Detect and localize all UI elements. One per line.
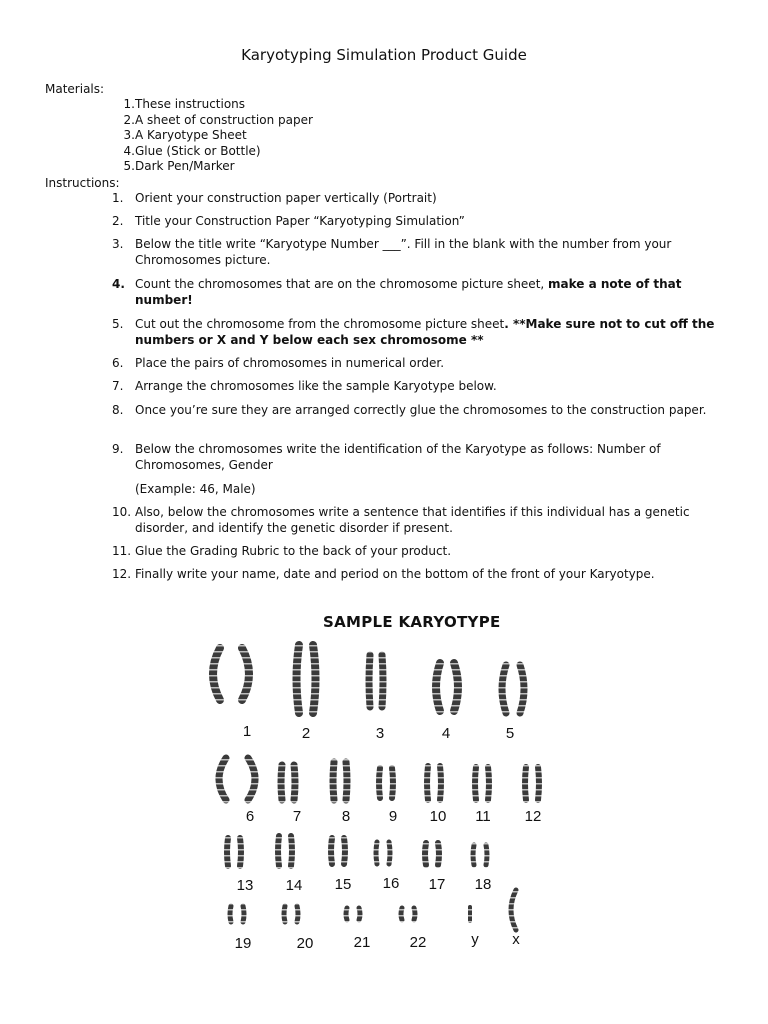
item-text: A sheet of construction paper [135,112,313,127]
chromosome-number-label: 14 [285,877,303,894]
chromosome [331,838,332,864]
chromosome-number-label: 16 [382,875,400,892]
item-text: Also, below the chromosomes write a sentence that identifies if this individual has a genetic disorder, and identify the genetic disorder if present. [135,505,690,535]
item-text: Place the pairs of chromosomes in numerical order. [135,356,445,370]
item-text: Dark Pen/Marker [135,159,235,174]
item-number: 11. [112,544,132,558]
chromosome [294,765,295,800]
chromosome [227,838,228,866]
chromosome-pair [333,762,347,800]
chromosome-number-label: 4 [441,725,451,742]
item-number: 7. [112,379,124,393]
chromosome-number-label: 2 [301,725,311,742]
item-text-emphasis: . **Make sure not to cut off the numbers or X and Y below each sex chromosome ** [135,317,715,347]
chromosome-number-label: 10 [429,808,447,825]
chromosome [440,766,441,800]
item-number: 12. [112,567,132,581]
chromosome-pair [525,767,539,800]
chromosome-number-label: 3 [375,725,385,742]
chromosome [488,767,489,800]
item-number: 2. [112,214,124,228]
chromosome [502,665,506,713]
chromosome-pair [427,766,441,800]
chromosome-number-label: 20 [296,935,314,952]
chromosome [344,838,345,864]
item-text: Below the chromosomes write the identification of the Karyotype as follows: Number of Chromosomes, Gender [135,442,661,472]
item-text: These instructions [135,97,246,111]
chromosome [392,768,393,798]
chromosome [346,762,347,800]
chromosome-number-label: 13 [236,877,254,894]
chromosome-pair [230,906,244,922]
chromosome [376,842,377,864]
item-number: 10. [112,505,132,519]
chromosome-pair [376,842,390,864]
chromosome-pair [278,836,292,866]
item-number: 1. [112,191,124,205]
chromosome [291,836,292,866]
item-number: 4. [123,143,135,158]
chromosome-pair [379,768,393,798]
chromosome [427,766,428,800]
chromosome-pair [331,838,345,864]
chromosome [414,908,415,920]
chromosome-number-label: 7 [292,808,302,825]
example-text: (Example: 46, Male) [135,482,256,496]
chromosome-pair [401,908,415,920]
item-number: 1. [123,97,135,111]
chromosome [313,645,316,713]
chromosome [379,768,380,798]
chromosome [359,908,360,920]
chromosome-number-label: 12 [524,808,542,825]
chromosome [382,655,383,707]
item-text: Glue the Grading Rubric to the back of your product. [135,544,452,558]
chromosome-pair [213,648,249,700]
chromosome [278,836,279,866]
chromosome-number-label: 8 [341,808,351,825]
chromosome-number-label: 1 [242,723,252,740]
chromosome [389,842,390,864]
chromosome-number-label: 9 [388,808,398,825]
item-text: Count the chromosomes that are on the chromosome picture sheet, [135,277,549,291]
chromosome-pair [219,758,255,800]
item-number: 4. [112,277,125,291]
item-text: Finally write your name, date and period on the bottom of the front of your Karyotype. [135,567,655,581]
item-number: 6. [112,356,124,370]
chromosome [525,767,526,800]
chromosome [219,758,226,800]
chromosome [401,908,402,920]
chromosome [520,665,524,713]
chromosome [511,890,516,930]
chromosome-pair [281,765,295,800]
materials-heading: Materials: [45,82,105,96]
chromosome [425,843,426,865]
chromosome-number-label: 21 [353,934,371,951]
item-text: Title your Construction Paper “Karyotyping Simulation” [135,214,465,228]
chromosome [297,645,300,713]
item-text: Once you’re sure they are arranged correctly glue the chromosomes to the construction paper. [135,403,707,417]
chromosome [436,663,440,711]
chromosome [281,765,282,800]
chromosome-pair [475,767,489,800]
chromosome-pair [436,663,458,711]
chromosome-number-label: 17 [428,876,446,893]
item-number: 3. [123,128,135,143]
chromosome-pair [502,665,524,713]
chromosome [284,906,285,922]
item-text: Arrange the chromosomes like the sample Karyotype below. [135,379,497,393]
chromosome [242,648,249,700]
chromosome [297,906,298,922]
chromosome-number-label: 5 [505,725,515,742]
chromosome [438,843,439,865]
chromosome [230,906,231,922]
chromosome-number-label: 19 [234,935,252,952]
chromosome [473,845,474,865]
chromosome [333,762,334,800]
chromosome [486,845,487,865]
chromosome-number-label: 6 [245,808,255,825]
chromosome [248,758,255,800]
chromosome-number-label: 18 [474,876,492,893]
chromosome-number-label: 15 [334,876,352,893]
chromosome-number-label: 11 [475,808,491,825]
item-text: A Karyotype Sheet [135,128,247,143]
sample-karyotype-heading: SAMPLE KARYOTYPE [323,613,501,631]
chromosome [369,655,370,707]
chromosome [538,767,539,800]
item-number: 9. [112,442,124,456]
instructions-heading: Instructions: [45,176,120,190]
chromosome-pair [369,655,383,707]
chromosome-pair [473,845,487,865]
chromosome-pair [425,843,439,865]
chromosome-number-label: x [512,931,520,948]
chromosome-pair [284,906,298,922]
chromosome-pair [297,645,316,713]
chromosome [240,838,241,866]
chromosome-number-label: y [471,931,479,948]
item-number: 8. [112,403,124,417]
chromosome-pair [511,890,516,930]
chromosome-number-label: 22 [409,934,427,951]
chromosome-pair [227,838,241,866]
item-number: 5. [112,317,124,331]
item-number: 5. [123,159,135,174]
item-text: Cut out the chromosome from the chromosome picture sheet [135,317,505,331]
item-text: Below the title write “Karyotype Number ___”. Fill in the blank with the number from your Chromosomes picture. [135,237,672,267]
page-title: Karyotyping Simulation Product Guide [241,46,527,64]
item-text: Glue (Stick or Bottle) [135,143,261,158]
chromosome-pair [346,908,360,920]
chromosome [346,908,347,920]
item-text: Orient your construction paper vertically (Portrait) [135,191,437,205]
chromosome [213,648,220,700]
chromosome [243,906,244,922]
item-text-emphasis: make a note of that number! [135,277,682,307]
item-number: 3. [112,237,124,251]
chromosome [454,663,458,711]
item-number: 2. [123,112,135,127]
chromosome [475,767,476,800]
